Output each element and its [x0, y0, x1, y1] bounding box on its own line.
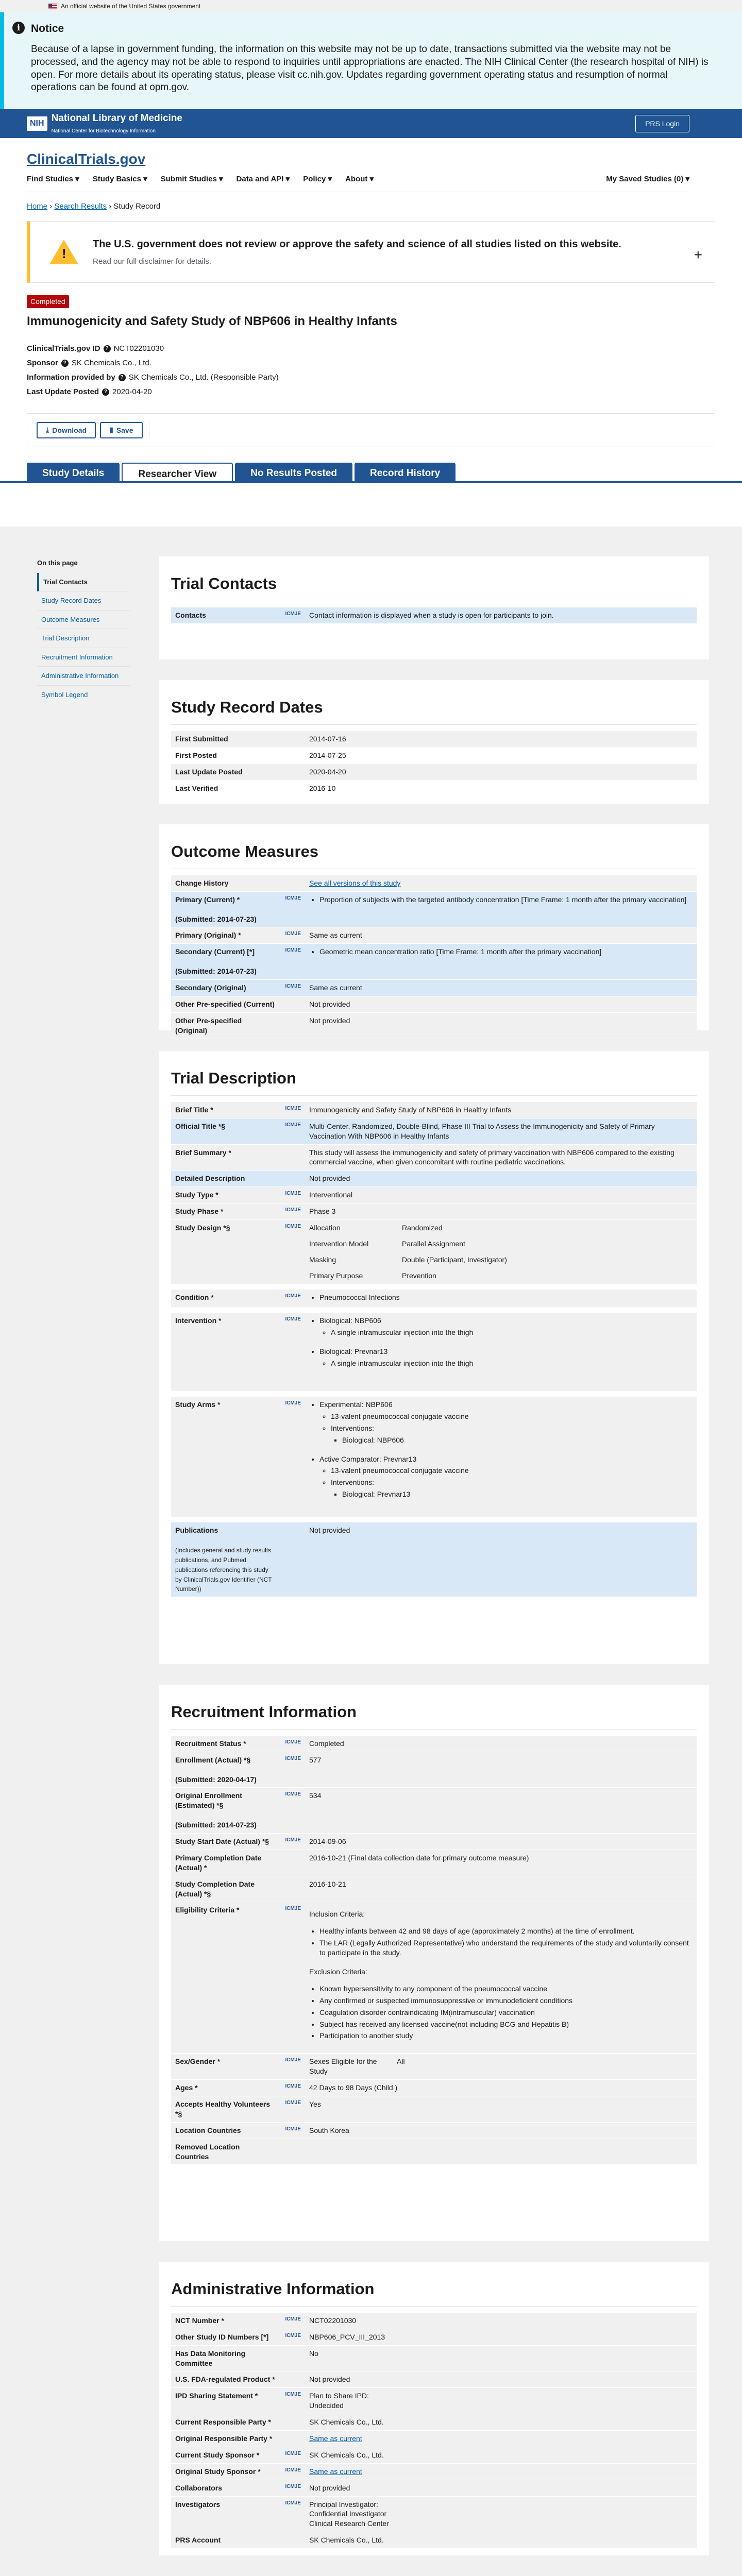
- primary-current-row: Primary (Current) * (Submitted: 2014-07-23) ICMJE • Proportion of subjects with the targeted antibody concentration [Time Frame: 1 month after the primary vaccination]: [171, 892, 697, 928]
- help-icon: ?: [104, 345, 111, 352]
- sidenav-item-recruitment[interactable]: Recruitment Information: [37, 648, 130, 667]
- gov-banner: [0, 0, 742, 12]
- nlm-name: National Library of Medicine: [51, 113, 182, 124]
- tab-study-details[interactable]: Study Details: [27, 463, 120, 481]
- download-button[interactable]: ⤓ Download: [37, 422, 96, 438]
- sex-row: Sex/Gender * ICMJE Sexes Eligible for the Study All: [171, 2054, 697, 2080]
- nlm-sub: National Center for Biotechnology Information: [51, 128, 156, 134]
- clinicaltrials-logo[interactable]: ClinicalTrials.gov: [27, 151, 146, 167]
- admin-row: NCT Number * ICMJE NCT02201030: [171, 2313, 697, 2329]
- notice-alert: [0, 12, 742, 109]
- brief-title-row: Brief Title * ICMJE Immunogenicity and Safety Study of NBP606 in Healthy Infants: [171, 1102, 697, 1118]
- info-icon: i: [12, 22, 25, 34]
- recruitment-section: [159, 1685, 709, 2241]
- sidenav-item-administrative[interactable]: Administrative Information: [37, 667, 130, 686]
- study-toolbar: [27, 413, 715, 447]
- nlm-logo[interactable]: [27, 112, 182, 135]
- study-phase-row: Study Phase * ICMJE Phase 3: [171, 1204, 697, 1220]
- enrollment-row: Enrollment (Actual) *§ (Submitted: 2020-04-17) ICMJE 577: [171, 1752, 697, 1788]
- saved-studies-link[interactable]: My Saved Studies (0) ▾: [606, 174, 689, 183]
- brief-summary-row: Brief Summary * This study will assess the immunogenicity and safety of primary vaccination with NBP606 compared to the existing commercial vaccine, when given concomitant with routine pediatric vaccinations.: [171, 1145, 697, 1171]
- admin-row: Has Data Monitoring Committee No: [171, 2346, 697, 2372]
- prs-login-button[interactable]: PRS Login: [635, 115, 689, 132]
- primary-original-row: Primary (Original) * ICMJE Same as current: [171, 927, 697, 944]
- us-flag-icon: [48, 4, 57, 9]
- location-countries-row: Location Countries ICMJE South Korea: [171, 2123, 697, 2139]
- notice-body: Because of a lapse in government funding, the information on this website may not be up to date, transactions submitted via the website may not be processed, and the agency may not be able to respond to inquiries until appropriations are enacted. The NIH Clinical Center (the research hospital of NIH) is open. For more details about its operating status, please visit cc.nih.gov. Updates regarding government operating status and resumption of normal operations can be found at opm.gov.: [31, 44, 709, 93]
- outcome-measures-section: [159, 824, 709, 1035]
- recruitment-status-row: Recruitment Status * ICMJE Completed: [171, 1736, 697, 1752]
- nav-about[interactable]: About ▾: [345, 174, 374, 183]
- admin-row: Original Responsible Party * Same as current: [171, 2431, 697, 2447]
- info-line: Information provided by ? SK Chemicals Co., Ltd. (Responsible Party): [27, 373, 279, 382]
- admin-row: PRS Account SK Chemicals Co., Ltd.: [171, 2532, 697, 2549]
- secondary-original-row: Secondary (Original) ICMJE Same as current: [171, 980, 697, 996]
- removed-countries-row: Removed Location Countries: [171, 2139, 697, 2165]
- status-badge: Completed: [27, 295, 69, 308]
- breadcrumb: Home › Search Results › Study Record: [27, 202, 161, 211]
- site-header: [0, 138, 742, 192]
- publications-row: Publications (Includes general and study results publications, and Pubmed publications referencing this study by ClinicalTrials.gov Identifier (NCT Number)) Not provided: [171, 1522, 697, 1597]
- section-title: Administrative Information: [171, 2278, 697, 2307]
- admin-row: Current Study Sponsor * ICMJE SK Chemicals Co., Ltd.: [171, 2447, 697, 2464]
- nav-study-basics[interactable]: Study Basics ▾: [92, 174, 147, 183]
- original-enrollment-row: Original Enrollment (Estimated) *§ (Submitted: 2014-07-23) ICMJE 534: [171, 1788, 697, 1834]
- sidenav-item-outcome-measures[interactable]: Outcome Measures: [37, 611, 130, 630]
- admin-row: Investigators ICMJE Principal Investigator: Confidential Investigator Clinical Research Center: [171, 2497, 697, 2533]
- other-current-row: Other Pre-specified (Current) Not provided: [171, 996, 697, 1013]
- breadcrumb-search[interactable]: Search Results: [54, 202, 107, 211]
- start-date-row: Study Start Date (Actual) *§ ICMJE 2014-09-06: [171, 1834, 697, 1850]
- study-type-row: Study Type * ICMJE Interventional: [171, 1187, 697, 1204]
- other-original-row: Other Pre-specified (Original) Not provided: [171, 1013, 697, 1039]
- notice-title: Notice: [31, 23, 64, 35]
- warning-icon: [49, 240, 78, 264]
- change-history-row: Change History See all versions of this study: [171, 875, 697, 892]
- date-row: First Posted 2014-07-25: [171, 748, 697, 764]
- nav-policy[interactable]: Policy ▾: [303, 174, 332, 183]
- help-icon: ?: [61, 360, 69, 367]
- sidenav-item-record-dates[interactable]: Study Record Dates: [37, 591, 130, 611]
- last-update-line: Last Update Posted ? 2020-04-20: [27, 387, 152, 397]
- section-title: Study Record Dates: [171, 697, 697, 725]
- intervention-row: Intervention * ICMJE • Biological: NBP606 ◦ A single intramuscular injection into the thigh • Biological: Prevnar13 ◦ A single intramuscular injection into the thigh: [171, 1313, 697, 1392]
- sidenav-item-symbol-legend[interactable]: Symbol Legend: [37, 686, 130, 705]
- section-title: Trial Contacts: [171, 573, 697, 601]
- secondary-current-row: Secondary (Current) [*] (Submitted: 2014-07-23) ICMJE • Geometric mean concentration ratio [Time Frame: 1 month after the primary vaccination]: [171, 944, 697, 980]
- nav-submit-studies[interactable]: Submit Studies ▾: [160, 174, 223, 183]
- save-icon: ▮: [109, 426, 113, 434]
- primary-completion-row: Primary Completion Date (Actual) * 2016-10-21 (Final data collection date for primary outcome measure): [171, 1850, 697, 1876]
- nav-data-api[interactable]: Data and API ▾: [236, 174, 290, 183]
- admin-row: Original Study Sponsor * ICMJE Same as current: [171, 2464, 697, 2480]
- study-header: [0, 283, 742, 397]
- tab-record-history[interactable]: Record History: [355, 463, 456, 481]
- sponsor-line: Sponsor ? SK Chemicals Co., Ltd.: [27, 358, 151, 367]
- study-arms-row: Study Arms * ICMJE • Experimental: NBP606 ◦ 13-valent pneumococcal conjugate vaccine ◦ Interventions: ▪ Biological: NBP606 • Active Comparator: Prevnar13 ◦ 13-valent pneumococcal conjugate vaccine ◦ Interventions: ▪ Biological: Prevnar13: [171, 1397, 697, 1517]
- sidenav-item-trial-description[interactable]: Trial Description: [37, 629, 130, 648]
- nlm-header: [0, 109, 742, 138]
- admin-row: IPD Sharing Statement * ICMJE Plan to Share IPD: Undecided: [171, 2388, 697, 2414]
- expand-plus-icon[interactable]: +: [694, 247, 702, 263]
- record-dates-section: [159, 680, 709, 804]
- study-title: Immunogenicity and Safety Study of NBP606 in Healthy Infants: [27, 314, 397, 329]
- help-icon: ?: [102, 388, 109, 396]
- section-title: Trial Description: [171, 1067, 697, 1096]
- disclaimer-accordion[interactable]: [27, 221, 715, 283]
- section-title: Recruitment Information: [171, 1701, 697, 1730]
- nih-logo-icon: NIH: [27, 116, 47, 131]
- contacts-row: Contacts ICMJE Contact information is displayed when a study is open for participants to join.: [171, 607, 697, 624]
- main-nav: [27, 174, 689, 192]
- tab-no-results[interactable]: No Results Posted: [235, 463, 352, 481]
- sidenav-item-trial-contacts[interactable]: Trial Contacts: [37, 573, 130, 592]
- on-this-page-nav: [37, 556, 130, 704]
- admin-row: U.S. FDA-regulated Product * Not provided: [171, 2371, 697, 2388]
- download-icon: ⤓: [46, 426, 49, 434]
- trial-description-section: [159, 1051, 709, 1664]
- admin-row: Current Responsible Party * SK Chemicals Co., Ltd.: [171, 2414, 697, 2431]
- disclaimer-title: The U.S. government does not review or approve the safety and science of all studies listed on this website.: [93, 238, 621, 250]
- healthy-volunteers-row: Accepts Healthy Volunteers *§ ICMJE Yes: [171, 2096, 697, 2123]
- date-row: Last Update Posted 2020-04-20: [171, 764, 697, 781]
- eligibility-row: Eligibility Criteria * ICMJE Inclusion Criteria: • Healthy infants between 42 and 98 days of age (approximately 2 months) at the time of enrollment. • The LAR (Legally Authorized Representative) who understand the requirements of the study and voluntarily consent to participate in the study. Exclusion Criteria: • Known hypersensitivity to any component of the pneumococcal vaccine • Any confirmed or suspected immunosuppressive or immunodeficient conditions • Coagulation disorder contraindicating IM(intramuscular) vaccination • Subject has received any licensed vaccine(not including BCG and Hepatitis B) • Participation to another study: [171, 1902, 697, 2054]
- gov-banner-text: An official website of the United States government: [61, 2, 201, 10]
- tab-researcher-view[interactable]: Researcher View: [122, 463, 233, 481]
- sidenav-header: On this page: [37, 559, 78, 567]
- date-row: Last Verified 2016-10: [171, 781, 697, 797]
- condition-row: Condition * ICMJE • Pneumococcal Infections: [171, 1290, 697, 1308]
- breadcrumb-home[interactable]: Home: [27, 202, 48, 211]
- administrative-section: [159, 2262, 709, 2555]
- study-id-line: ClinicalTrials.gov ID ? NCT02201030: [27, 344, 715, 354]
- date-row: First Submitted 2014-07-16: [171, 731, 697, 748]
- admin-row: Collaborators ICMJE Not provided: [171, 2480, 697, 2497]
- study-completion-row: Study Completion Date (Actual) *§ 2016-10-21: [171, 1876, 697, 1903]
- ages-row: Ages * ICMJE 42 Days to 98 Days (Child ): [171, 2080, 697, 2096]
- section-title: Outcome Measures: [171, 841, 697, 869]
- help-icon: ?: [119, 374, 126, 381]
- study-id: NCT02201030: [113, 344, 164, 353]
- study-design-row: Study Design *§ ICMJE Allocation Randomized Intervention Model Parallel Assignment Masking Double (Participant, Investigator) Primary Purpose Prevention: [171, 1220, 697, 1284]
- admin-row: Other Study ID Numbers [*] ICMJE NBP606_PCV_III_2013: [171, 2329, 697, 2346]
- save-button[interactable]: ▮ Save: [100, 422, 142, 438]
- nav-find-studies[interactable]: Find Studies ▾: [27, 174, 79, 183]
- breadcrumb-current: Study Record: [113, 202, 161, 211]
- official-title-row: Official Title *§ ICMJE Multi-Center, Randomized, Double-Blind, Phase III Trial to Assess the Immunogenicity and Safety of Primary Vaccination With NBP606 in Healthy Infants: [171, 1118, 697, 1145]
- trial-contacts-section: [159, 556, 709, 659]
- all-versions-link[interactable]: See all versions of this study: [309, 878, 401, 887]
- study-tabs: [0, 463, 742, 483]
- disclaimer-body: Read our full disclaimer for details.: [93, 257, 212, 266]
- detailed-description-row: Detailed Description Not provided: [171, 1171, 697, 1187]
